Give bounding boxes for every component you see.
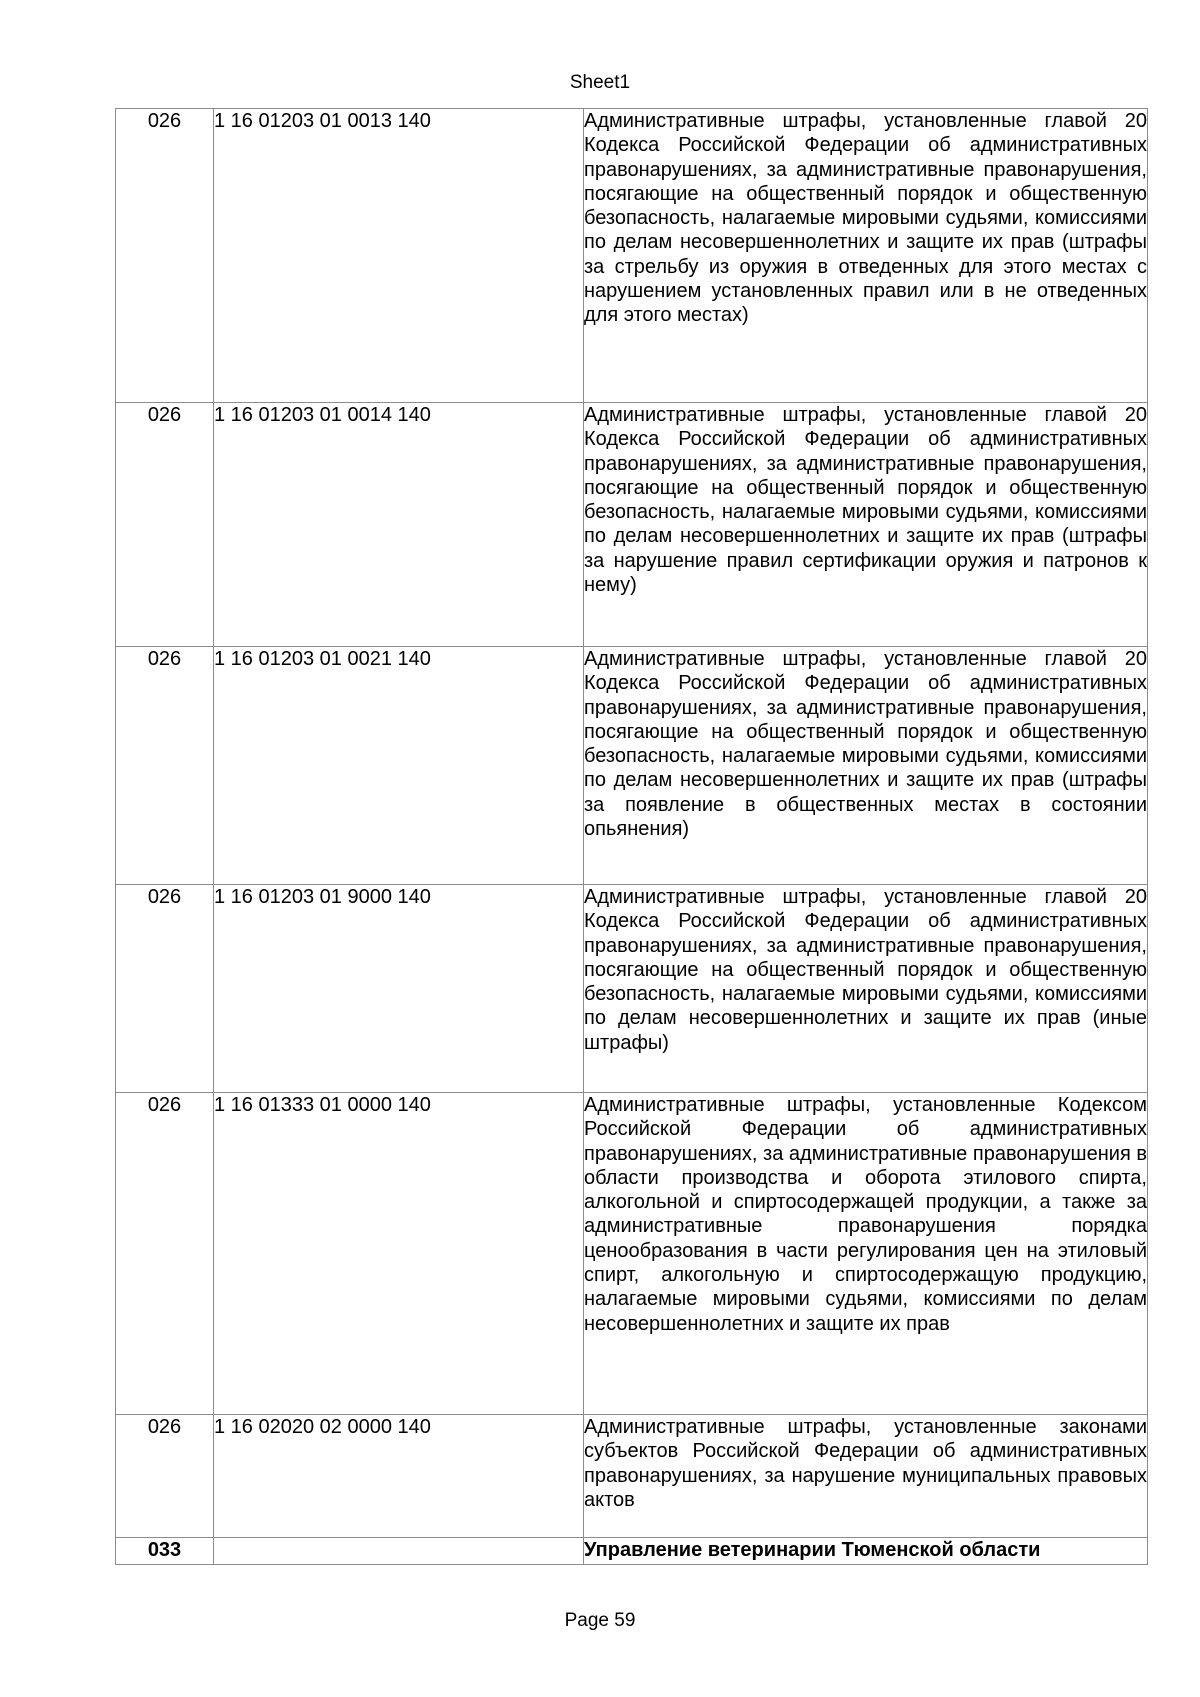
table-row: [116, 109, 1148, 403]
description-cell: Административные штрафы, установленные главой 20 Кодекса Российской Федерации об административных правонарушениях, за административные правонарушения, посягающие на общественный порядок и общественную безопасность, налагаемые мировыми судьями, комиссиями по делам несовершеннолетних и защите их прав (штрафы за стрельбу из оружия в отведенных для этого местах с нарушением установленных правил или в не отведенных для этого местах): [584, 109, 1148, 403]
sheet-title: Sheet1: [569, 72, 631, 93]
admin-code-cell: 026: [116, 1415, 214, 1538]
admin-code-cell: 026: [116, 109, 214, 403]
kbk-code-cell: 1 16 01203 01 9000 140: [214, 885, 584, 1093]
description-cell: Административные штрафы, установленные законами субъектов Российской Федерации об административных правонарушениях, за нарушение муниципальных правовых актов: [584, 1415, 1148, 1538]
table-row: [116, 403, 1148, 647]
kbk-code-cell: [214, 1538, 584, 1565]
admin-code-cell: 026: [116, 647, 214, 885]
description-cell: Административные штрафы, установленные Кодексом Российской Федерации об административных правонарушениях, за административные правонарушения в области производства и оборота этилового спирта, алкогольной и спиртосодержащей продукции, а также за административные правонарушения порядка ценообразования в части регулирования цен на этиловый спирт, алкогольную и спиртосодержащую продукцию, налагаемые мировыми судьями, комиссиями по делам несовершеннолетних и защите их прав: [584, 1093, 1148, 1415]
description-cell: Административные штрафы, установленные главой 20 Кодекса Российской Федерации об административных правонарушениях, за административные правонарушения, посягающие на общественный порядок и общественную безопасность, налагаемые мировыми судьями, комиссиями по делам несовершеннолетних и защите их прав (иные штрафы): [584, 885, 1148, 1093]
admin-code-cell: 033: [116, 1538, 214, 1565]
description-cell: Административные штрафы, установленные главой 20 Кодекса Российской Федерации об административных правонарушениях, за административные правонарушения, посягающие на общественный порядок и общественную безопасность, налагаемые мировыми судьями, комиссиями по делам несовершеннолетних и защите их прав (штрафы за появление в общественных местах в состоянии опьянения): [584, 647, 1148, 885]
kbk-code-cell: 1 16 02020 02 0000 140: [214, 1415, 584, 1538]
table-row: [116, 885, 1148, 1093]
kbk-code-cell: 1 16 01203 01 0021 140: [214, 647, 584, 885]
kbk-code-cell: 1 16 01203 01 0013 140: [214, 109, 584, 403]
admin-code-cell: 026: [116, 403, 214, 647]
table-row: [116, 1415, 1148, 1538]
description-cell: Административные штрафы, установленные главой 20 Кодекса Российской Федерации об административных правонарушениях, за административные правонарушения, посягающие на общественный порядок и общественную безопасность, налагаемые мировыми судьями, комиссиями по делам несовершеннолетних и защите их прав (штрафы за нарушение правил сертификации оружия и патронов к нему): [584, 403, 1148, 647]
table-row: [116, 647, 1148, 885]
table-row: [116, 1093, 1148, 1415]
kbk-table: [115, 108, 1148, 1565]
kbk-code-cell: 1 16 01333 01 0000 140: [214, 1093, 584, 1415]
page-number: Page 59: [564, 1610, 636, 1631]
table-row: [116, 1538, 1148, 1565]
admin-code-cell: 026: [116, 1093, 214, 1415]
admin-code-cell: 026: [116, 885, 214, 1093]
description-cell: Управление ветеринарии Тюменской области: [584, 1538, 1148, 1565]
kbk-code-cell: 1 16 01203 01 0014 140: [214, 403, 584, 647]
